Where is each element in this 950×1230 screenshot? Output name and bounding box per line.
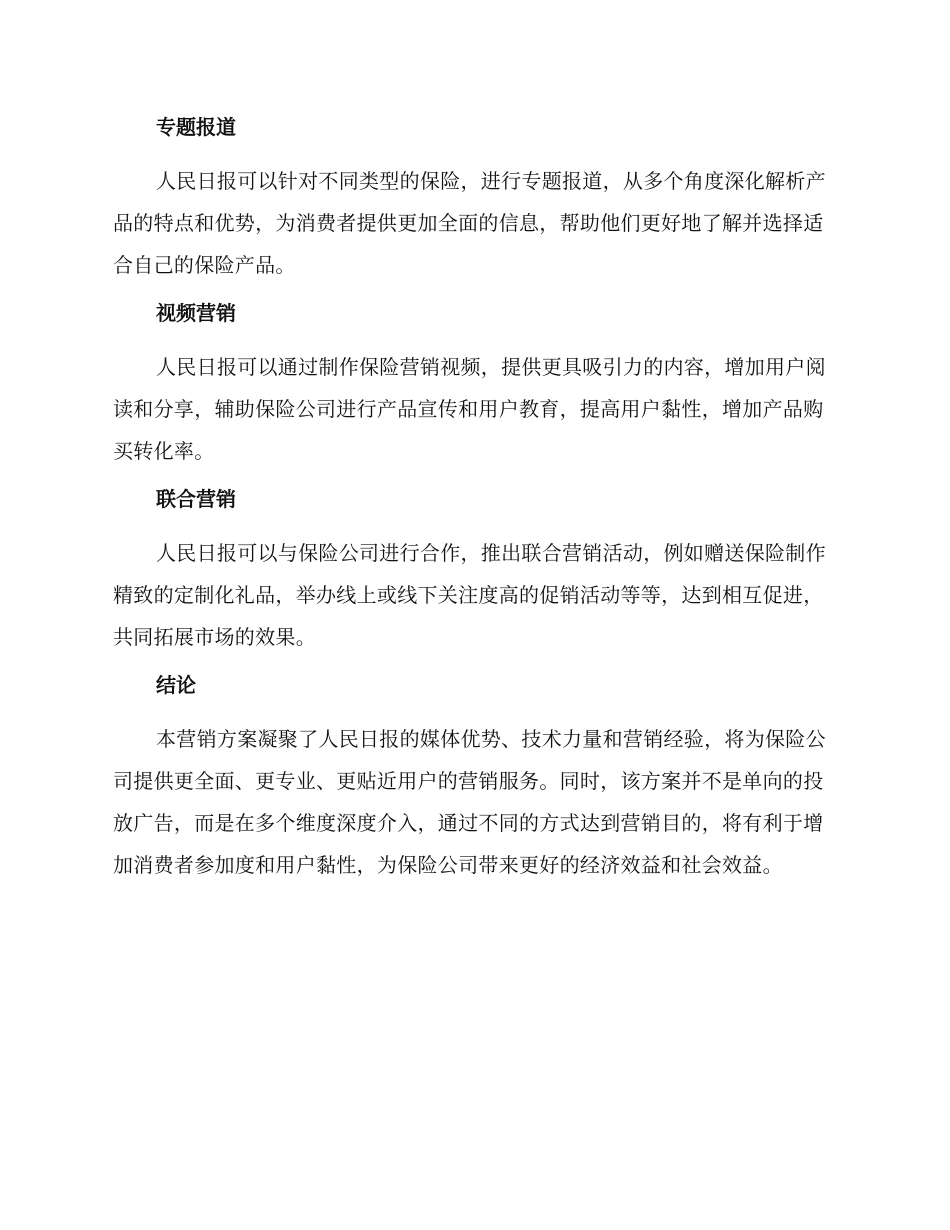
section-body-video-marketing: 人民日报可以通过制作保险营销视频，提供更具吸引力的内容，增加用户阅读和分享，辅助保险公司进行产品宣传和用户教育，提高用户黏性，增加产品购买转化率。 [113, 355, 826, 463]
section-body-conclusion: 本营销方案凝聚了人民日报的媒体优势、技术力量和营销经验，将为保险公司提供更全面、更专业、更贴近用户的营销服务。同时，该方案并不是单向的投放广告，而是在多个维度深度介入，通过不同的方式达到营销目的，将有利于增加消费者参加度和用户黏性，为保险公司带来更好的经济效益和社会效益。 [113, 727, 826, 877]
section-heading-special-report: 专题报道 [156, 115, 236, 139]
section-heading-conclusion: 结论 [156, 673, 196, 697]
section-body-special-report: 人民日报可以针对不同类型的保险，进行专题报道，从多个角度深化解析产品的特点和优势，为消费者提供更加全面的信息，帮助他们更好地了解并选择适合自己的保险产品。 [113, 169, 826, 277]
section-heading-joint-marketing: 联合营销 [156, 487, 236, 511]
section-heading-video-marketing: 视频营销 [156, 301, 236, 325]
section-body-joint-marketing: 人民日报可以与保险公司进行合作，推出联合营销活动，例如赠送保险制作精致的定制化礼品，举办线上或线下关注度高的促销活动等等，达到相互促进，共同拓展市场的效果。 [113, 541, 826, 649]
